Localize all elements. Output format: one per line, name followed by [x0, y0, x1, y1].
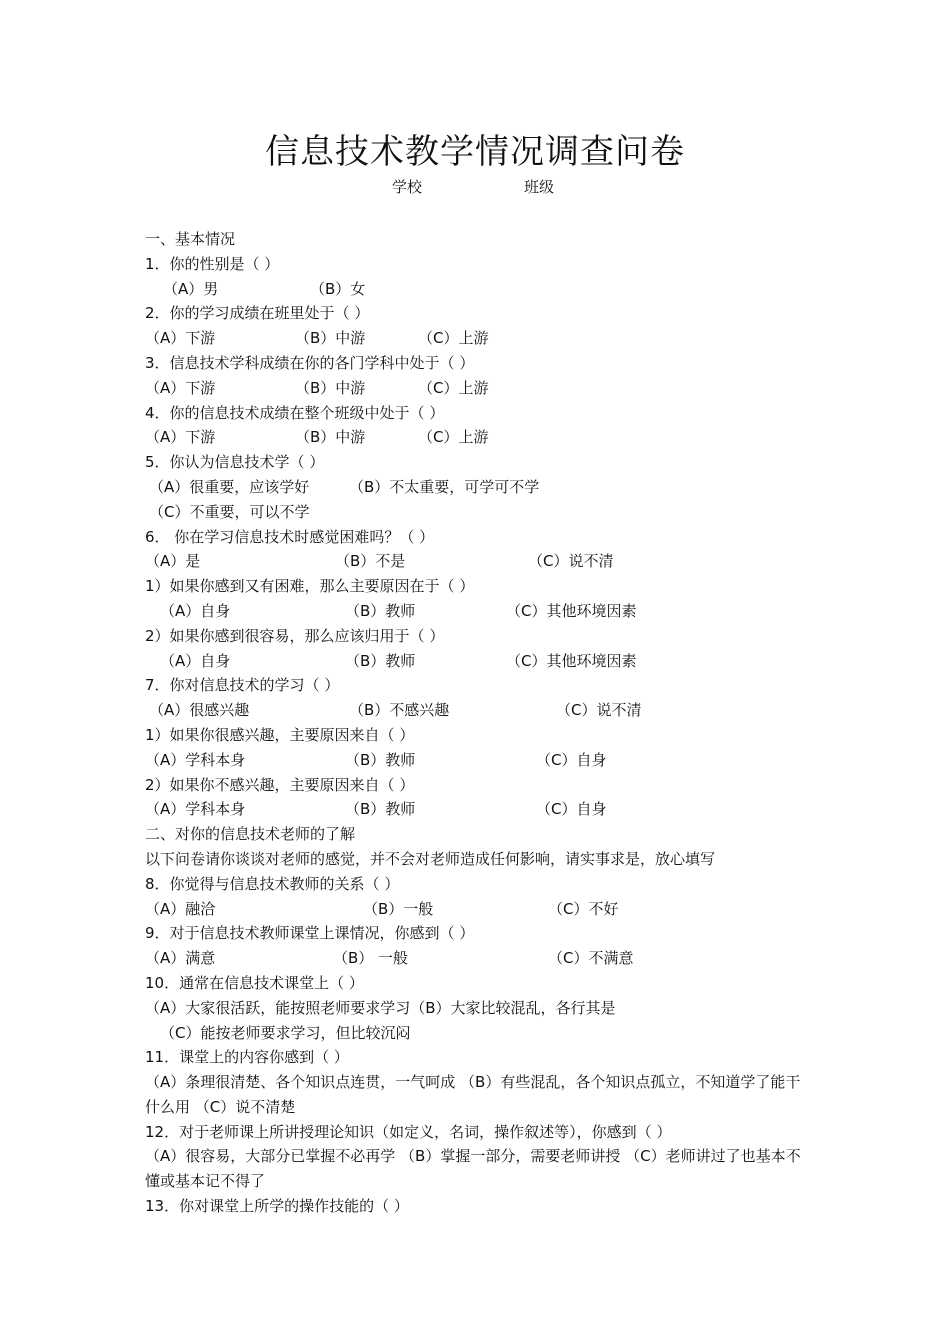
answer-option: （A）很感兴趣 — [149, 701, 250, 720]
answer-options-row — [145, 797, 815, 822]
answer-option: （B）中游 — [295, 428, 366, 447]
class-label: 班级 — [524, 178, 555, 196]
answer-options-row — [145, 748, 815, 773]
answer-option: （B）中游 — [295, 378, 366, 397]
answer-option: （C）说不清 — [556, 701, 642, 720]
question-line: 2）如果你感到很容易，那么应该归用于（ ） — [145, 626, 445, 645]
answer-option: （C）自身 — [536, 800, 607, 819]
question-options-text: （A）很容易，大部分已掌握不必再学 （B）掌握一部分，需要老师讲授 （C）老师讲过了也基本不懂或基本记不得了 — [145, 1147, 801, 1191]
answer-option: （B）教师 — [345, 800, 416, 819]
question-line: 3．信息技术学科成绩在你的各门学科中处于（ ） — [145, 353, 475, 372]
answer-options-row — [145, 599, 815, 624]
question-line: 8．你觉得与信息技术教师的关系（ ） — [145, 874, 400, 893]
answer-option: （A）下游 — [145, 378, 216, 397]
answer-options-row — [145, 946, 815, 971]
answer-options-row — [145, 897, 815, 922]
question-line: 4．你的信息技术成绩在整个班级中处于（ ） — [145, 403, 445, 422]
question-line: 5．你认为信息技术学（ ） — [145, 453, 325, 472]
answer-options-row — [145, 549, 815, 574]
question-line: 7．你对信息技术的学习（ ） — [145, 676, 340, 695]
answer-options-row — [145, 698, 815, 723]
answer-option: （A）很重要，应该学好 — [149, 477, 310, 496]
answer-option: （B）不感兴趣 — [349, 701, 450, 720]
answer-option: （B） 一般 — [333, 949, 409, 968]
answer-option: （C）不好 — [548, 899, 619, 918]
answer-option: （A）男 — [163, 279, 219, 298]
question-line: 1）如果你很感兴趣，主要原因来自（ ） — [145, 725, 415, 744]
question-line: 一、基本情况 — [145, 230, 236, 248]
question-line: 11．课堂上的内容你感到（ ） — [145, 1048, 349, 1067]
answer-options-row — [145, 500, 815, 525]
answer-option: （B）一般 — [363, 899, 434, 918]
answer-option: （A）满意 — [145, 949, 216, 968]
answer-option: （A）自身 — [160, 651, 231, 670]
answer-option: （B）教师 — [345, 750, 416, 769]
answer-options-row — [145, 277, 815, 302]
answer-options-row — [145, 475, 815, 500]
answer-options-row — [145, 326, 815, 351]
answer-option: （C）自身 — [536, 750, 607, 769]
question-line: 9．对于信息技术教师课堂上课情况，你感到（ ） — [145, 924, 475, 943]
answer-option: （B）不是 — [335, 552, 406, 571]
question-line: 1．你的性别是（ ） — [145, 254, 280, 273]
page-title: 信息技术教学情况调查问卷 — [265, 132, 685, 172]
school-label: 学校 — [392, 178, 423, 196]
question-line: 2）如果你不感兴趣，主要原因来自（ ） — [145, 775, 415, 794]
answer-option: （C）上游 — [418, 428, 489, 447]
answer-option: （B）教师 — [345, 601, 416, 620]
answer-option: （C）不满意 — [548, 949, 634, 968]
answer-option: （C）上游 — [418, 378, 489, 397]
question-line: 1）如果你感到又有困难，那么主要原因在于（ ） — [145, 577, 475, 596]
question-line: 以下问卷请你谈谈对老师的感觉，并不会对老师造成任何影响，请实事求是，放心填写 — [145, 849, 716, 868]
answer-option: （A）是 — [145, 552, 201, 571]
answer-option: （C）不重要，可以不学 — [149, 502, 310, 521]
question-line: 6． 你在学习信息技术时感觉困难吗？（ ） — [145, 527, 435, 546]
answer-option: （C）说不清 — [528, 552, 614, 571]
answer-option: （A）下游 — [145, 329, 216, 348]
question-line: （A）大家很活跃，能按照老师要求学习（B）大家比较混乱，各行其是 — [145, 998, 616, 1017]
question-line: 12．对于老师课上所讲授理论知识（如定义，名词，操作叙述等），你感到（ ） — [145, 1122, 672, 1141]
answer-option: （C）其他环境因素 — [506, 651, 637, 670]
answer-option: （A）自身 — [160, 601, 231, 620]
question-line: 2．你的学习成绩在班里处于（ ） — [145, 304, 370, 323]
answer-option: （C）能按老师要求学习，但比较沉闷 — [160, 1023, 411, 1042]
question-line: 13．你对课堂上所学的操作技能的（ ） — [145, 1197, 409, 1216]
answer-options-row — [145, 649, 815, 674]
answer-options-row — [145, 1021, 815, 1046]
answer-option: （A）融洽 — [145, 899, 216, 918]
answer-option: （B）不太重要，可学可不学 — [349, 477, 540, 496]
answer-option: （B）女 — [310, 279, 366, 298]
answer-option: （C）其他环境因素 — [506, 601, 637, 620]
answer-option: （A）下游 — [145, 428, 216, 447]
answer-option: （A）学科本身 — [145, 750, 246, 769]
question-line: 二、对你的信息技术老师的了解 — [145, 825, 356, 844]
answer-option: （B）中游 — [295, 329, 366, 348]
questionnaire-body — [145, 227, 815, 1219]
answer-options-row — [145, 376, 815, 401]
question-options-text: （A）条理很清楚、各个知识点连贯，一气呵成 （B）有些混乱，各个知识点孤立，不知道学了能干什么用 （C）说不清楚 — [145, 1073, 801, 1116]
answer-option: （C）上游 — [418, 329, 489, 348]
answer-options-row — [145, 425, 815, 450]
question-line: 10．通常在信息技术课堂上（ ） — [145, 973, 364, 992]
answer-option: （B）教师 — [345, 651, 416, 670]
answer-option: （A）学科本身 — [145, 800, 246, 819]
